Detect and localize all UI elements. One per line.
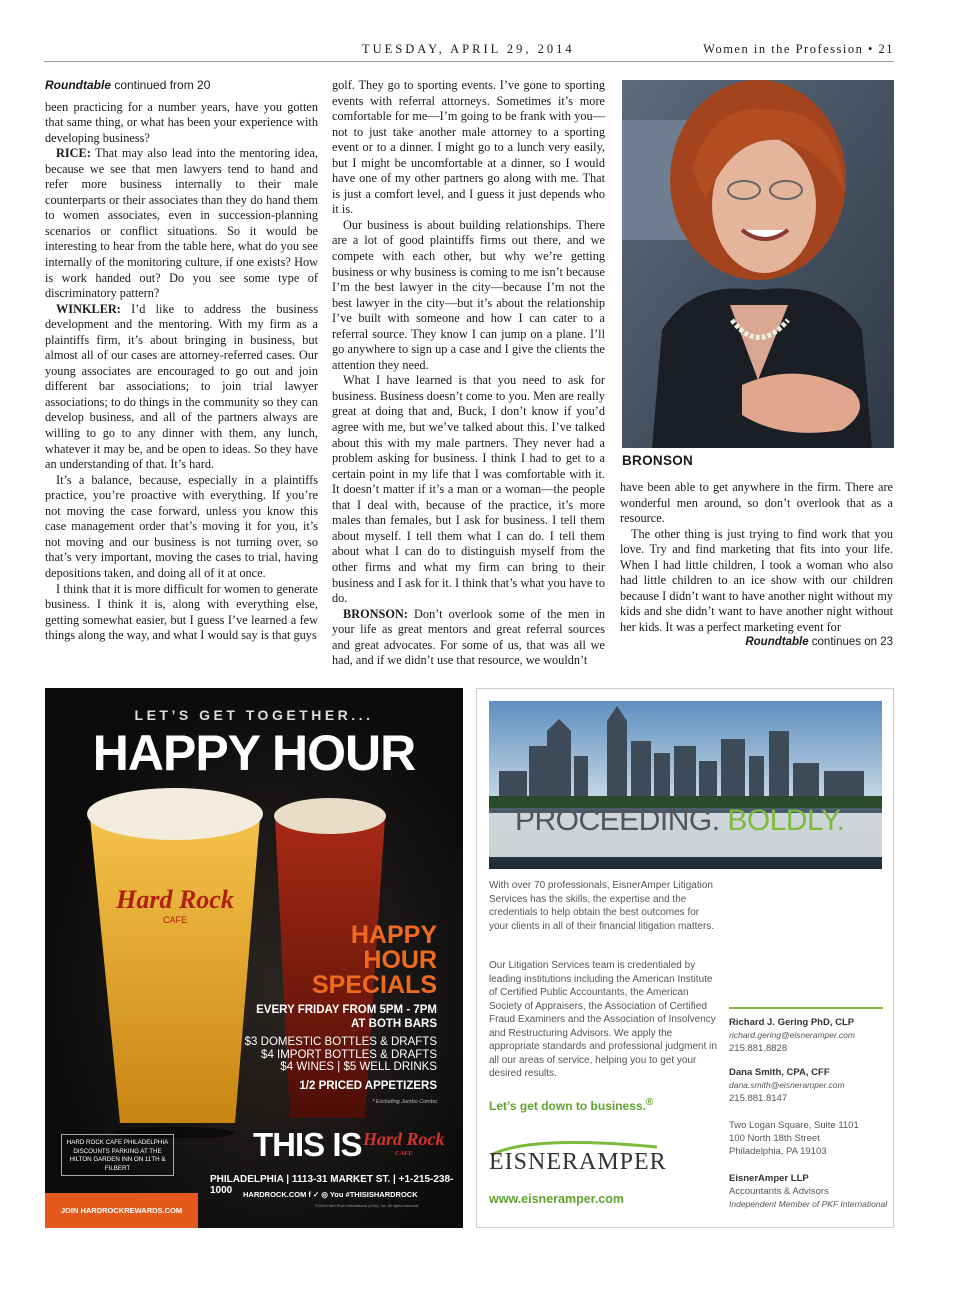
ad-tagline: Let’s get down to business.® bbox=[489, 1097, 654, 1113]
paragraph: have been able to get anywhere in the firm. There are wonderful men around, so don’t overlook that as a resource. bbox=[620, 480, 893, 526]
exclusion-note: * Excluding Jumbo Combo bbox=[372, 1099, 437, 1105]
this-is-slogan: THIS IS bbox=[253, 1126, 362, 1163]
glass-logo-sub: CAFE bbox=[162, 915, 188, 925]
paragraph: WINKLER: I’d like to address the business development and the mentoring. With my firm as a plaintiffs firm, it’s about bringing in business, but almost all of our cases are attorney-referred cases. Our young associates are encouraged to go out and join different bar associations; to join trial lawyer associations; to do things in the community so they can develop business, and all of the partners always are willing to go to any dinner with them, any lunch, whatever it may be, and be open to ideas. So they have an understanding of that. It’s hard. bbox=[45, 301, 318, 472]
ad-body-2: Our Litigation Services team is credentialed by leading institutions including the American Institute of Certified Public Accountants, the American Society of Appraisers, the Association of Certified Fraud Examiners and the Association of Insolvency and Restructuring Advisors. We apply the appropriate standards and professional judgment in all our areas of service, helping you to get your desired results. bbox=[489, 960, 717, 1079]
paragraph: been practicing for a number years, have you gotten that same thing, or what has been your experience with developing business? bbox=[45, 99, 318, 145]
hardrock-logo: Hard Rock CAFE bbox=[363, 1129, 445, 1157]
rewards-link[interactable]: JOIN HARDROCKREWARDS.COM bbox=[45, 1193, 198, 1228]
continues-label: Roundtable continues on 23 bbox=[745, 636, 893, 649]
drink-prices: $3 DOMESTIC BOTTLES & DRAFTS $4 IMPORT BOTTLES & DRAFTS $4 WINES | $5 WELL DRINKS bbox=[244, 1036, 437, 1073]
paragraph: Our business is about building relationships. There are a lot of good plaintiffs firms out there, and we compete with each other, but why we’re getting business or why business is coming to me isn’t because I’m the best lawyer in the city—because I’m not the best lawyer in the city—but it’s about the relationship I’ve built with someone and how I can cater to a referral source. They know I can jump on a plane. I’ll go anywhere to sign up a case and I give the clients the attention they need. bbox=[332, 217, 605, 372]
paragraph: BRONSON: Don’t overlook some of the men in your life as great mentors and great referral sources and great advocates. For some of us, that was all we had, and if we didn’t use that resource, we wouldn’t bbox=[332, 606, 605, 668]
divider bbox=[729, 1007, 883, 1009]
eisneramper-logo: EISNERAMPER bbox=[489, 1149, 667, 1175]
friday-hours: EVERY FRIDAY FROM 5PM - 7PM AT BOTH BARS bbox=[256, 1004, 437, 1030]
social-links[interactable]: HARDROCK.COM f ✓ ◎ You #THISISHARDROCK bbox=[243, 1190, 418, 1199]
ad-headline: HAPPY HOUR bbox=[92, 725, 416, 781]
hardrock-advertisement bbox=[45, 688, 463, 1228]
article-column-3 bbox=[620, 480, 893, 649]
paragraph: The other thing is just trying to find work that you love. Try and find marketing that fits into your life. When I had little children, I took a woman who also had little children to an ice show with our children because I didn’t want to have another night without my kids and she didn’t want to have another night without her kids. It was a perfect marketing event for bbox=[620, 526, 893, 634]
appetizers-offer: 1/2 PRICED APPETIZERS bbox=[299, 1080, 437, 1092]
skyline-image bbox=[489, 701, 882, 869]
eisneramper-advertisement bbox=[476, 688, 894, 1228]
contact-1: Richard J. Gering PhD, CLP richard.gering@eisneramper.com 215.881.8828 bbox=[729, 1017, 855, 1054]
paragraph: RICE: That may also lead into the mentoring idea, because we see that men lawyers tend to hand and refer more business internally to their male counterparts or their associates than they do hand them to women associates, even in succession-planning scenarios or conflict situations. So it would be interesting to hear from the table here, what do you see internally of the monitoring culture, if one exists? How is work handed out? Do you see some type of discriminatory pattern? bbox=[45, 146, 318, 301]
paragraph: What I have learned is that you need to ask for business. Business doesn’t come to you. Men are really great at doing that and, Buck, I don’t know if you’d agree with me, but we’ve talked about this. I’ve talked about this with my male partners. They never had a problem asking for business. I think I had to get to a certain point in my life that I was comfortable with it. It doesn’t matter if it’s a man or a woman—the people that I deal with, because of the practice, it’s more males than females, but I ask for business. I tell them about myself. I tell them what I can do. I tell them about what I can do to distinguish myself from the other firms and what my firm can bring to their business and I ask for it. I think that’s what you have to do. bbox=[332, 373, 605, 606]
photo-caption: BRONSON bbox=[622, 453, 694, 468]
eisneramper-url[interactable]: www.eisneramper.com bbox=[489, 1192, 625, 1206]
ad-kicker: LET’S GET TOGETHER... bbox=[134, 707, 374, 723]
contact-email[interactable]: dana.smith@eisneramper.com bbox=[729, 1080, 845, 1090]
section-title: Women in the Profession • 21 bbox=[703, 42, 894, 56]
firm-info: EisnerAmper LLP Accountants & Advisors Independent Member of PKF International bbox=[729, 1173, 888, 1209]
article-column-1 bbox=[45, 78, 318, 644]
ad-body-1: With over 70 professionals, EisnerAmper Litigation Services has the skills, the expertise and the credentials to help obtain the best outcomes for your clients in all of their financial litigation matters. bbox=[489, 880, 715, 932]
article-column-2 bbox=[332, 78, 605, 669]
parking-note: HARD ROCK CAFE PHILADELPHIA DISCOUNTS PARKING AT THE HILTON GARDEN INN ON 11TH & FILBERT bbox=[61, 1134, 174, 1176]
continued-label: Roundtable continued from 20 bbox=[45, 78, 211, 92]
ad-headline: PROCEEDING. BOLDLY. bbox=[515, 804, 845, 837]
contact-2: Dana Smith, CPA, CFF dana.smith@eisneramper.com 215.881.8147 bbox=[729, 1067, 845, 1104]
glass-logo-text: Hard Rock bbox=[116, 885, 234, 914]
paragraph: It’s a balance, because, especially in a plaintiffs practice, you’re proactive with everything. If you’re not moving the case forward, unless you know this case management order that’s moving it for you, it’s not moving and our business is not turning over, so that’s very important, moving the cases to trial, having depositions taken, and doing all of it at once. bbox=[45, 472, 318, 580]
portrait-photo bbox=[622, 80, 894, 448]
paragraph: golf. They go to sporting events. I’ve gone to sporting events with referral attorneys. Sometimes it’s more comfortable for me—I’m going to be frank with you—not to just take another male attorney to a sporting event or to a dinner. I might go to a lunch very easily, but I might be uncomfortable at a dinner, so I would have one of my other partners go along with me. That is just a comfort level, and I guess it just depends who it is. bbox=[332, 78, 605, 217]
ad-address: PHILADELPHIA | 1113-31 MARKET ST. | +1-215-238-1000 bbox=[210, 1174, 454, 1196]
contact-email[interactable]: richard.gering@eisneramper.com bbox=[729, 1030, 855, 1040]
office-address: Two Logan Square, Suite 1101 100 North 18th Street Philadelphia, PA 19103 bbox=[729, 1120, 859, 1157]
issue-date: TUESDAY, APRIL 29, 2014 bbox=[362, 42, 575, 56]
paragraph: I think that it is more difficult for women to generate business. I think it is, along with everything else, getting somewhat easier, but I guess I’ve learned a few things along the way, and what I would say is that guys bbox=[45, 581, 318, 643]
legal-text: ©2014 Hard Rock International (USA), Inc. All rights reserved. bbox=[315, 1204, 420, 1208]
specials-heading: HAPPY HOUR SPECIALS bbox=[311, 921, 437, 999]
page-header bbox=[44, 40, 894, 62]
